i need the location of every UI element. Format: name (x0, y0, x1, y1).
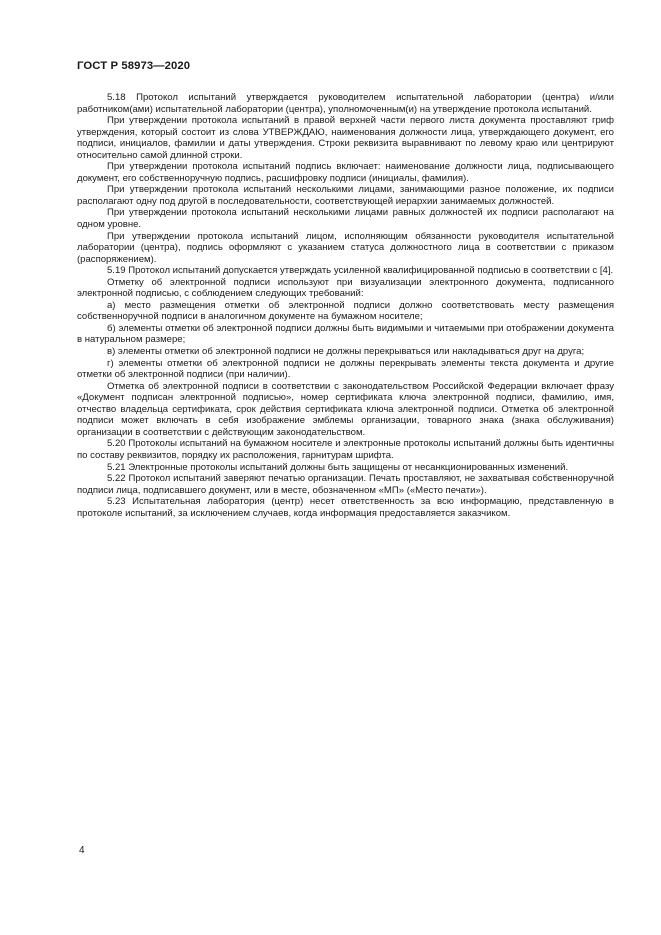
paragraph: Отметку об электронной подписи используют при визуализации электронного документа, подписанного электронной подписью, с соблюдением следующих требований: (77, 276, 614, 300)
list-item-v: в) элементы отметки об электронной подписи не должны перекрываться или накладываться друг на друга; (107, 346, 585, 358)
list-item-g: г) элементы отметки об электронной подписи не должны перекрывать элементы текста документа и другие отметки об электронной подписи (при наличии). (77, 357, 614, 381)
paragraph: 5.21 Электронные протоколы испытаний должны быть защищены от несанкционированных изменений. (107, 461, 569, 473)
document-header: ГОСТ Р 58973—2020 (77, 60, 191, 72)
paragraph: 5.22 Протокол испытаний заверяют печатью организации. Печать проставляют, не захватывая собственноручной подписи лица, подписавшего документ, или в месте, обозначенном «МП» («Место печати»). (77, 473, 614, 496)
document-body (77, 92, 614, 519)
paragraph: 5.18 Протокол испытаний утверждается руководителем испытательной лаборатории (центра) и/или работником(ами) испытательной лаборатории (центра), уполномоченным(и) на утверждение протокола испытаний. (77, 92, 614, 115)
paragraph: При утверждении протокола испытаний несколькими лицами равных должностей их подписи располагают на одном уровне. (77, 207, 614, 231)
paragraph: При утверждении протокола испытаний лицом, исполняющим обязанности руководителя испытательной лаборатории (центра), подпись оформляют с указанием статуса должностного лица в соответствии с приказом (распоряжением). (77, 230, 614, 265)
paragraph: 5.20 Протоколы испытаний на бумажном носителе и электронные протоколы испытаний должны быть идентичны по составу реквизитов, порядку их расположения, гарнитурам шрифта. (77, 438, 614, 461)
paragraph: 5.19 Протокол испытаний допускается утверждать усиленной квалифицированной подписью в соответствии с [4]. (107, 265, 614, 277)
page-number: 4 (79, 845, 85, 856)
paragraph: При утверждении протокола испытаний подпись включает: наименование должности лица, подписывающего документ, его собственноручную подпись, расшифровку подписи (инициалы, фамилия). (77, 161, 614, 184)
list-item-a: а) место размещения отметки об электронной подписи должно соответствовать месту размещения собственноручной подписи в аналогичном документе на бумажном носителе; (77, 299, 614, 323)
paragraph: При утверждении протокола испытаний в правой верхней части первого листа документа проставляют гриф утверждения, который состоит из слова УТВЕРЖДАЮ, наименования должности лица, утверждающего документ, его подписи, инициалов, фамилии и даты утверждения. Строки реквизита выравнивают по левому краю или центрируют относительно самой длинной строки. (77, 115, 614, 161)
paragraph: При утверждении протокола испытаний несколькими лицами, занимающими разное положение, их подписи располагают одну под другой в последовательности, соответствующей иерархии занимаемых должностей. (77, 184, 614, 207)
paragraph: 5.23 Испытательная лаборатория (центр) несет ответственность за всю информацию, представленную в протоколе испытаний, за исключением случаев, когда информация предоставляется заказчиком. (77, 496, 614, 519)
paragraph: Отметка об электронной подписи в соответствии с законодательством Российской Федерации включает фразу «Документ подписан электронной подписью», номер сертификата ключа электронной подписи, фамилию, имя, отчество владельца сертификата, срок действия сертификата ключа электронной подписи. Отметка об электронной подписи может включать в себя изображение эмблемы организации, товарного знака (знака обслуживания) организации в соответствии с действующим законодательством. (77, 380, 614, 438)
list-item-b: б) элементы отметки об электронной подписи должны быть видимыми и читаемыми при отображении документа в натуральном размере; (77, 322, 614, 346)
